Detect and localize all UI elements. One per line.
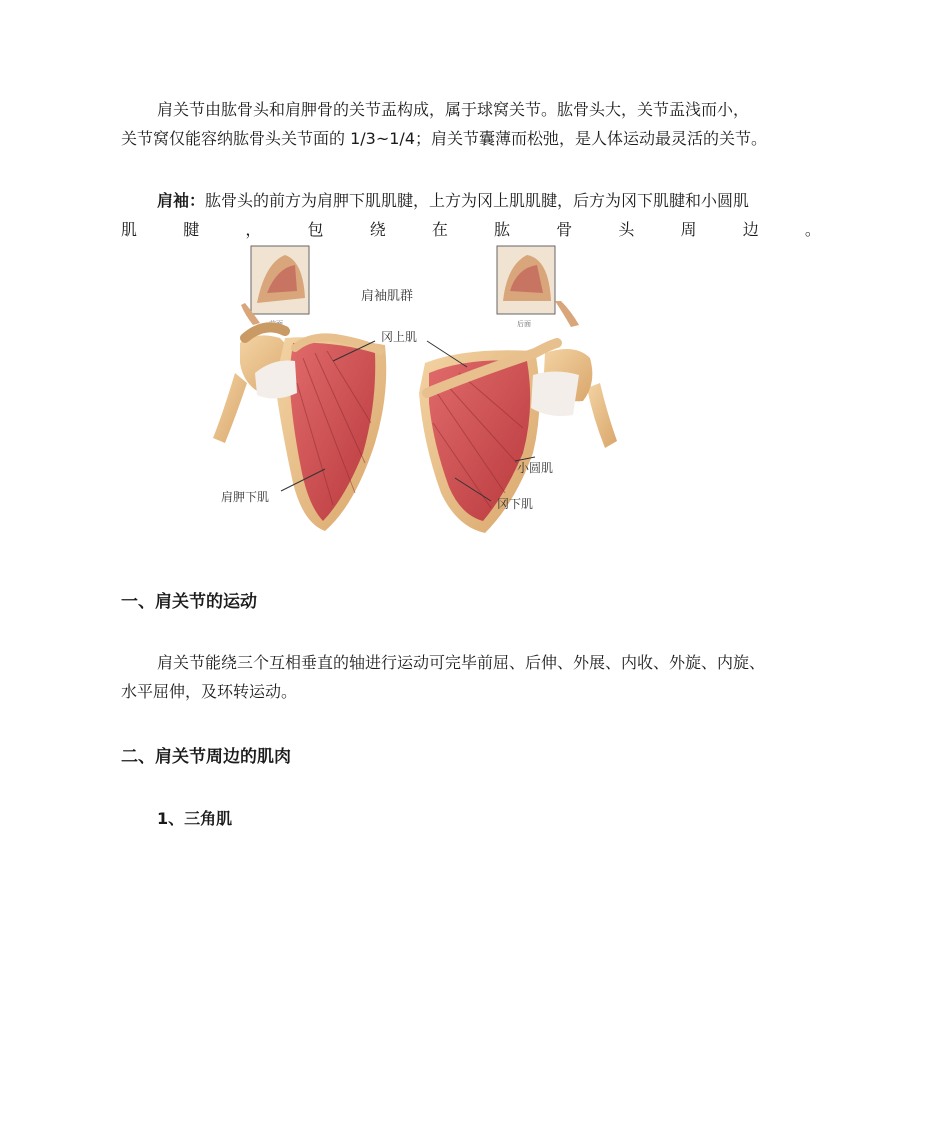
front-caption: 前面	[269, 320, 283, 328]
back-caption: 后面	[517, 320, 531, 328]
intro-line-2: 关节窝仅能容纳肱骨头关节面的 1/3~1/4；肩关节囊薄而松弛，是人体运动最灵活的关节。	[121, 129, 767, 148]
rotator-cuff-line-2-char: 骨	[556, 220, 573, 239]
rotator-cuff-term: 肩袖：	[157, 191, 206, 210]
rotator-cuff-figure	[205, 243, 665, 543]
section-2-heading: 二、肩关节周边的肌肉	[121, 747, 291, 767]
rotator-cuff-illustration	[205, 243, 665, 543]
rotator-cuff-line-2	[121, 215, 821, 244]
front-thumbnail	[241, 246, 309, 325]
rotator-cuff-line-2-char: ，	[245, 220, 262, 239]
label-supraspinatus: 冈上肌	[381, 330, 418, 344]
section-1-line-2: 水平屈伸，及环转运动。	[121, 682, 298, 701]
figure-title: 肩袖肌群	[361, 289, 414, 304]
subsection-deltoid-heading: 1、三角肌	[157, 809, 233, 828]
rotator-cuff-line-2-char: 周	[680, 220, 697, 239]
label-infraspinatus: 冈下肌	[497, 497, 534, 511]
rotator-cuff-line-2-char: 。	[804, 220, 821, 239]
rotator-cuff-line-2-char: 在	[431, 220, 448, 239]
section-1-line-1: 肩关节能绕三个互相垂直的轴进行运动可完毕前屈、后伸、外展、内收、外旋、内旋、	[157, 653, 766, 672]
rotator-cuff-line-2-char: 肱	[494, 220, 511, 239]
rotator-cuff-line-1	[121, 186, 841, 215]
rotator-cuff-text: 肱骨头的前方为肩胛下肌肌腱，上方为冈上肌肌腱，后方为冈下肌腱和小圆肌	[205, 191, 750, 210]
section-1-paragraph	[121, 648, 841, 706]
rotator-cuff-line-2-char: 边	[742, 220, 759, 239]
intro-line-1: 肩关节由肱骨头和肩胛骨的关节盂构成，属于球窝关节。肱骨头大，关节盂浅而小，	[157, 100, 750, 119]
section-1-heading: 一、肩关节的运动	[121, 592, 257, 612]
label-teres-minor: 小圆肌	[517, 461, 554, 475]
rotator-cuff-line-2-char: 头	[618, 220, 635, 239]
back-thumbnail	[497, 246, 579, 327]
rotator-cuff-line-2-char: 绕	[369, 220, 386, 239]
rotator-cuff-line-2-char: 腱	[183, 220, 200, 239]
rotator-cuff-paragraph	[121, 186, 841, 244]
intro-paragraph	[121, 95, 841, 153]
label-subscapularis: 肩胛下肌	[221, 490, 270, 504]
rotator-cuff-line-2-char: 肌	[121, 220, 138, 239]
rotator-cuff-line-2-char: 包	[307, 220, 324, 239]
